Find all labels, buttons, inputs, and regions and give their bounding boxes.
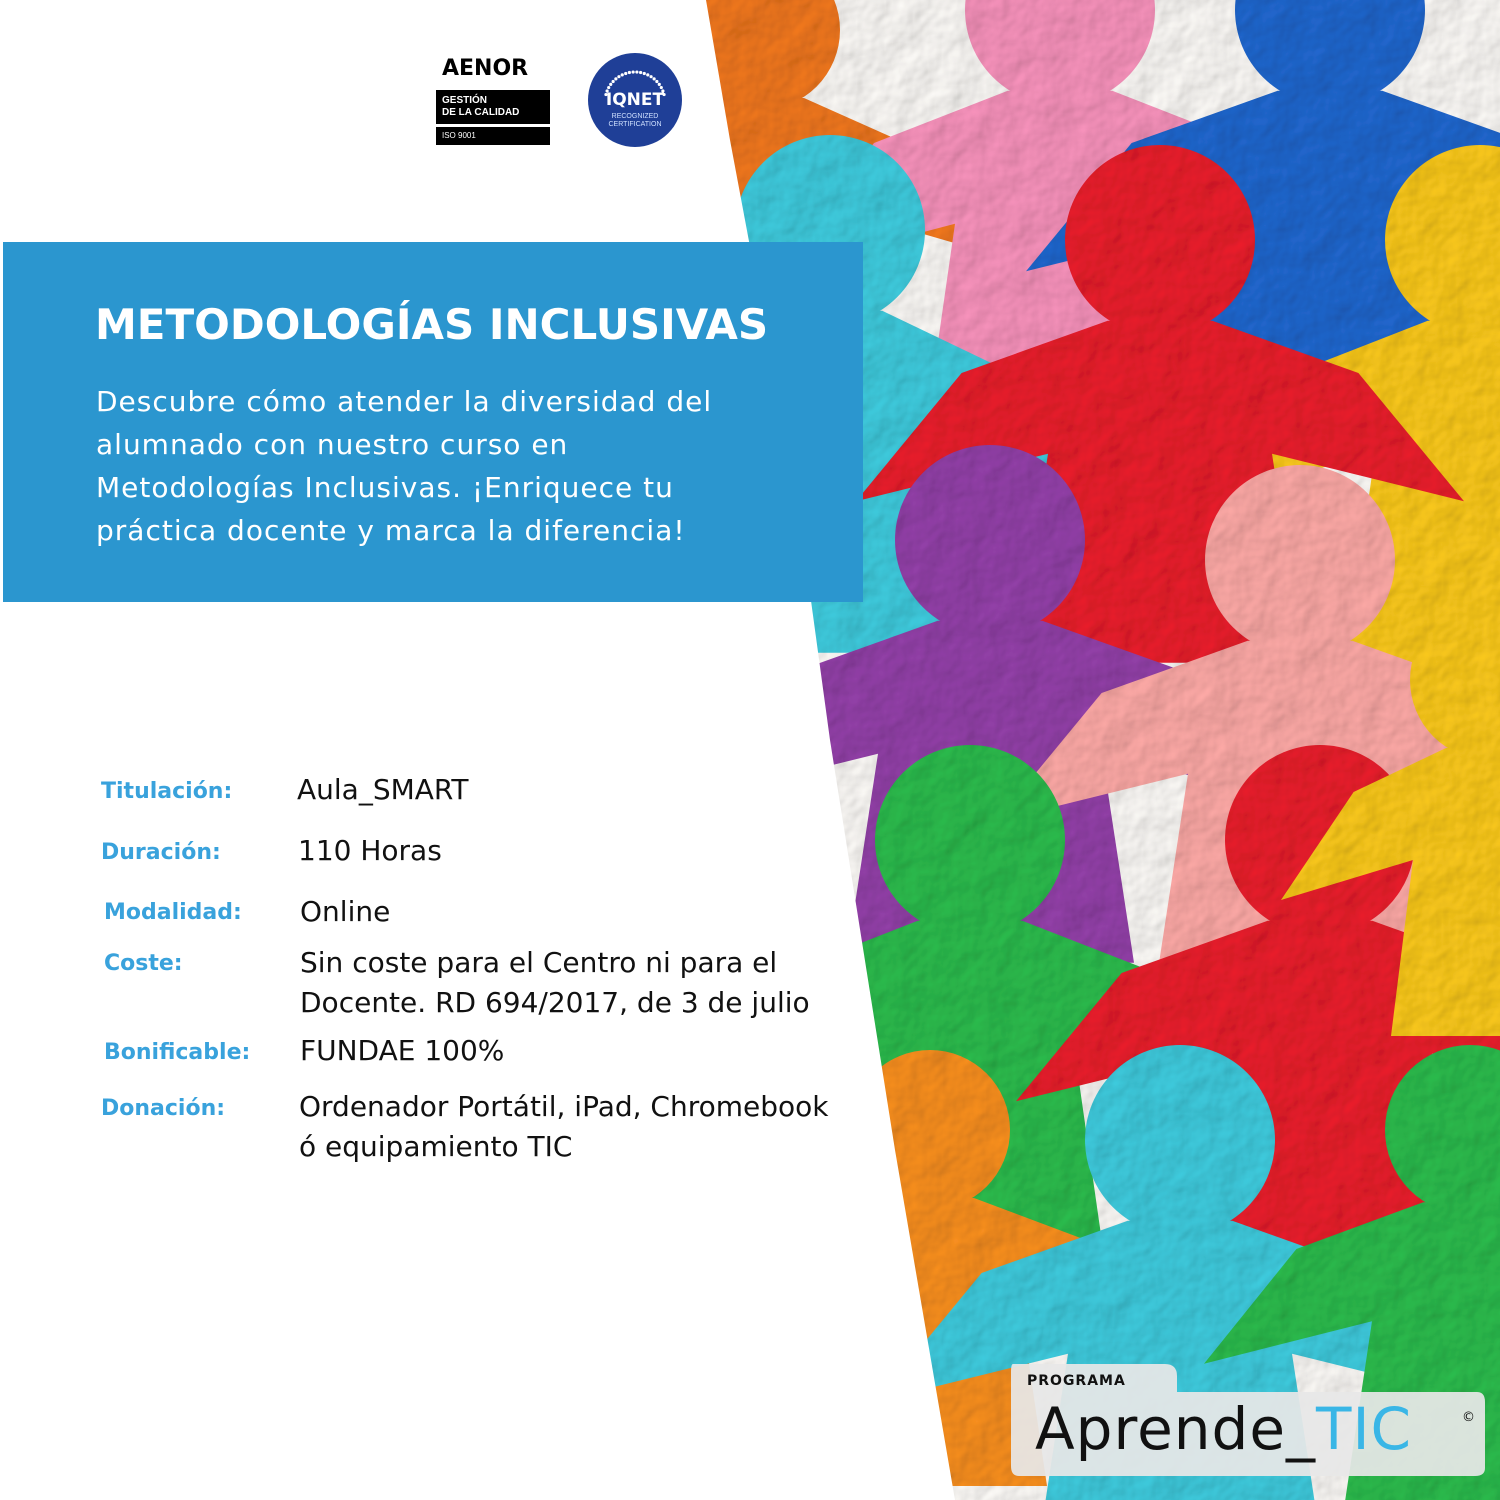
iqnet-dot bbox=[646, 73, 649, 76]
iqnet-dot bbox=[660, 86, 663, 89]
detail-value-coste-line1: Sin coste para el Centro ni para el bbox=[300, 946, 778, 979]
iqnet-dot bbox=[653, 77, 656, 80]
iqnet-dot bbox=[607, 86, 610, 89]
aenor-wordmark: AENOR bbox=[442, 56, 529, 81]
course-title: METODOLOGÍAS INCLUSIVAS bbox=[95, 300, 769, 349]
detail-label-donacion: Donación: bbox=[101, 1096, 226, 1121]
detail-value-donacion-line2: ó equipamiento TIC bbox=[299, 1130, 573, 1163]
iqnet-line1: RECOGNIZED bbox=[611, 113, 659, 120]
iqnet-dot bbox=[655, 80, 658, 83]
paper-figure-head bbox=[895, 445, 1085, 635]
copyright-mark: © bbox=[1462, 1410, 1475, 1425]
iqnet-dot bbox=[649, 75, 652, 78]
program-name bbox=[1035, 1395, 1412, 1463]
iqnet-wordmark: IQNET bbox=[605, 90, 665, 110]
iqnet-dot bbox=[612, 80, 615, 83]
iqnet-line2: CERTIFICATION bbox=[608, 121, 662, 128]
iqnet-dot bbox=[609, 83, 612, 86]
aenor-iso: ISO 9001 bbox=[436, 127, 550, 145]
description-line: Metodologías Inclusivas. ¡Enriquece tu bbox=[96, 471, 674, 504]
detail-value-titulacion: Aula_SMART bbox=[297, 773, 469, 806]
iqnet-dot bbox=[658, 83, 661, 86]
description-line: alumnado con nuestro curso en bbox=[96, 428, 569, 461]
aenor-line1: GESTIÓN bbox=[442, 95, 488, 106]
detail-label-coste: Coste: bbox=[104, 951, 183, 976]
iqnet-dot bbox=[621, 73, 624, 76]
detail-label-modalidad: Modalidad: bbox=[104, 900, 242, 925]
program-name-accent: TIC bbox=[1316, 1395, 1413, 1463]
iqnet-logo bbox=[587, 52, 683, 148]
iqnet-dot bbox=[635, 70, 638, 73]
iqnet-dot bbox=[632, 70, 635, 73]
detail-value-duracion: 110 Horas bbox=[298, 834, 442, 867]
detail-value-modalidad: Online bbox=[300, 895, 391, 928]
aenor-logo bbox=[432, 48, 553, 148]
paper-figure-head bbox=[1205, 465, 1395, 655]
iqnet-dot bbox=[628, 71, 631, 74]
course-description bbox=[96, 380, 796, 552]
detail-label-duracion: Duración: bbox=[101, 840, 221, 865]
detail-label-bonificable: Bonificable: bbox=[104, 1040, 251, 1065]
description-line: Descubre cómo atender la diversidad del bbox=[96, 385, 713, 418]
aenor-line2: DE LA CALIDAD bbox=[442, 107, 520, 118]
detail-label-titulacion: Titulación: bbox=[101, 779, 233, 804]
paper-figure-head bbox=[875, 745, 1065, 935]
detail-value-coste-line2: Docente. RD 694/2017, de 3 de julio bbox=[300, 986, 810, 1019]
detail-value-donacion-line1: Ordenador Portátil, iPad, Chromebook bbox=[299, 1090, 829, 1123]
iqnet-dot bbox=[643, 72, 646, 75]
program-name-main: Aprende_ bbox=[1035, 1395, 1317, 1463]
paper-figure-head bbox=[1085, 1045, 1275, 1235]
iqnet-dot bbox=[624, 72, 627, 75]
paper-figure-head bbox=[850, 1050, 1010, 1210]
paper-figure-head bbox=[1065, 145, 1255, 335]
detail-value-bonificable: FUNDAE 100% bbox=[300, 1034, 505, 1067]
aenor-quality-box bbox=[436, 90, 550, 124]
iqnet-dot bbox=[614, 77, 617, 80]
iqnet-dot bbox=[639, 71, 642, 74]
program-prefix: PROGRAMA bbox=[1027, 1373, 1126, 1389]
iqnet-dot bbox=[617, 75, 620, 78]
description-line: práctica docente y marca la diferencia! bbox=[96, 514, 686, 547]
